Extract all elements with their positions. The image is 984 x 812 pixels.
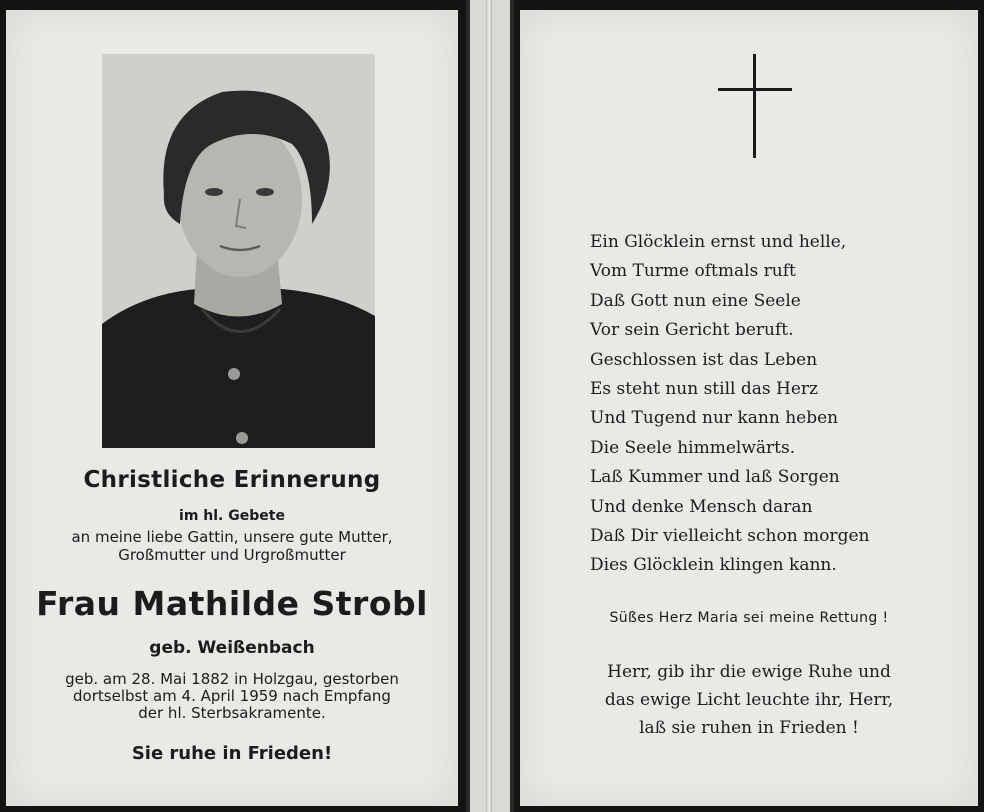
portrait-photo	[102, 54, 375, 448]
poem-line: Die Seele himmelwärts.	[590, 437, 796, 458]
poem-line: Und denke Mensch daran	[590, 496, 813, 517]
memorial-card-back	[520, 10, 978, 806]
poem-line: Dies Glöcklein klingen kann.	[590, 555, 837, 576]
deceased-name: Frau Mathilde Strobl	[36, 584, 428, 623]
life-dates	[6, 671, 458, 722]
farewell-text: Sie ruhe in Frieden!	[131, 743, 333, 764]
maiden-name: geb. Weißenbach	[149, 638, 315, 658]
poem-line: Geschlossen ist das Leben	[590, 349, 818, 370]
fold-crease	[486, 0, 492, 812]
card-fold	[466, 0, 514, 812]
portrait-illustration	[102, 54, 375, 448]
life-dates-line: geb. am 28. Mai 1882 in Holzgau, gestorben	[65, 670, 399, 688]
dedication-line: Großmutter und Urgroßmutter	[118, 546, 346, 564]
dedication-line: an meine liebe Gattin, unsere gute Mutter,	[71, 528, 393, 546]
poem	[590, 228, 869, 581]
life-dates-line: dortselbst am 4. April 1959 nach Empfang	[73, 687, 391, 705]
poem-line: Vor sein Gericht beruft.	[590, 320, 794, 341]
dedication	[6, 528, 458, 564]
requiem-line: laß sie ruhen in Frieden !	[639, 718, 859, 738]
poem-line: Und Tugend nur kann heben	[590, 408, 839, 429]
poem-line: Daß Gott nun eine Seele	[590, 290, 801, 311]
poem-line: Vom Turme oftmals ruft	[590, 261, 796, 282]
invocation: Süßes Herz Maria sei meine Rettung !	[609, 610, 889, 626]
memorial-card-front	[6, 10, 458, 806]
requiem-line: das ewige Licht leuchte ihr, Herr,	[604, 690, 894, 710]
poem-line: Ein Glöcklein ernst und helle,	[590, 232, 847, 252]
card-heading: Christliche Erinnerung	[83, 467, 381, 493]
poem-line: Laß Kummer und laß Sorgen	[590, 467, 840, 488]
life-dates-line: der hl. Sterbsakramente.	[138, 704, 326, 722]
requiem-prayer	[520, 658, 978, 742]
requiem-line: Herr, gib ihr die ewige Ruhe und	[607, 662, 891, 682]
prayer-intro: im hl. Gebete	[179, 508, 285, 524]
poem-line: Es steht nun still das Herz	[590, 379, 818, 400]
poem-line: Daß Dir vielleicht schon morgen	[590, 526, 870, 547]
